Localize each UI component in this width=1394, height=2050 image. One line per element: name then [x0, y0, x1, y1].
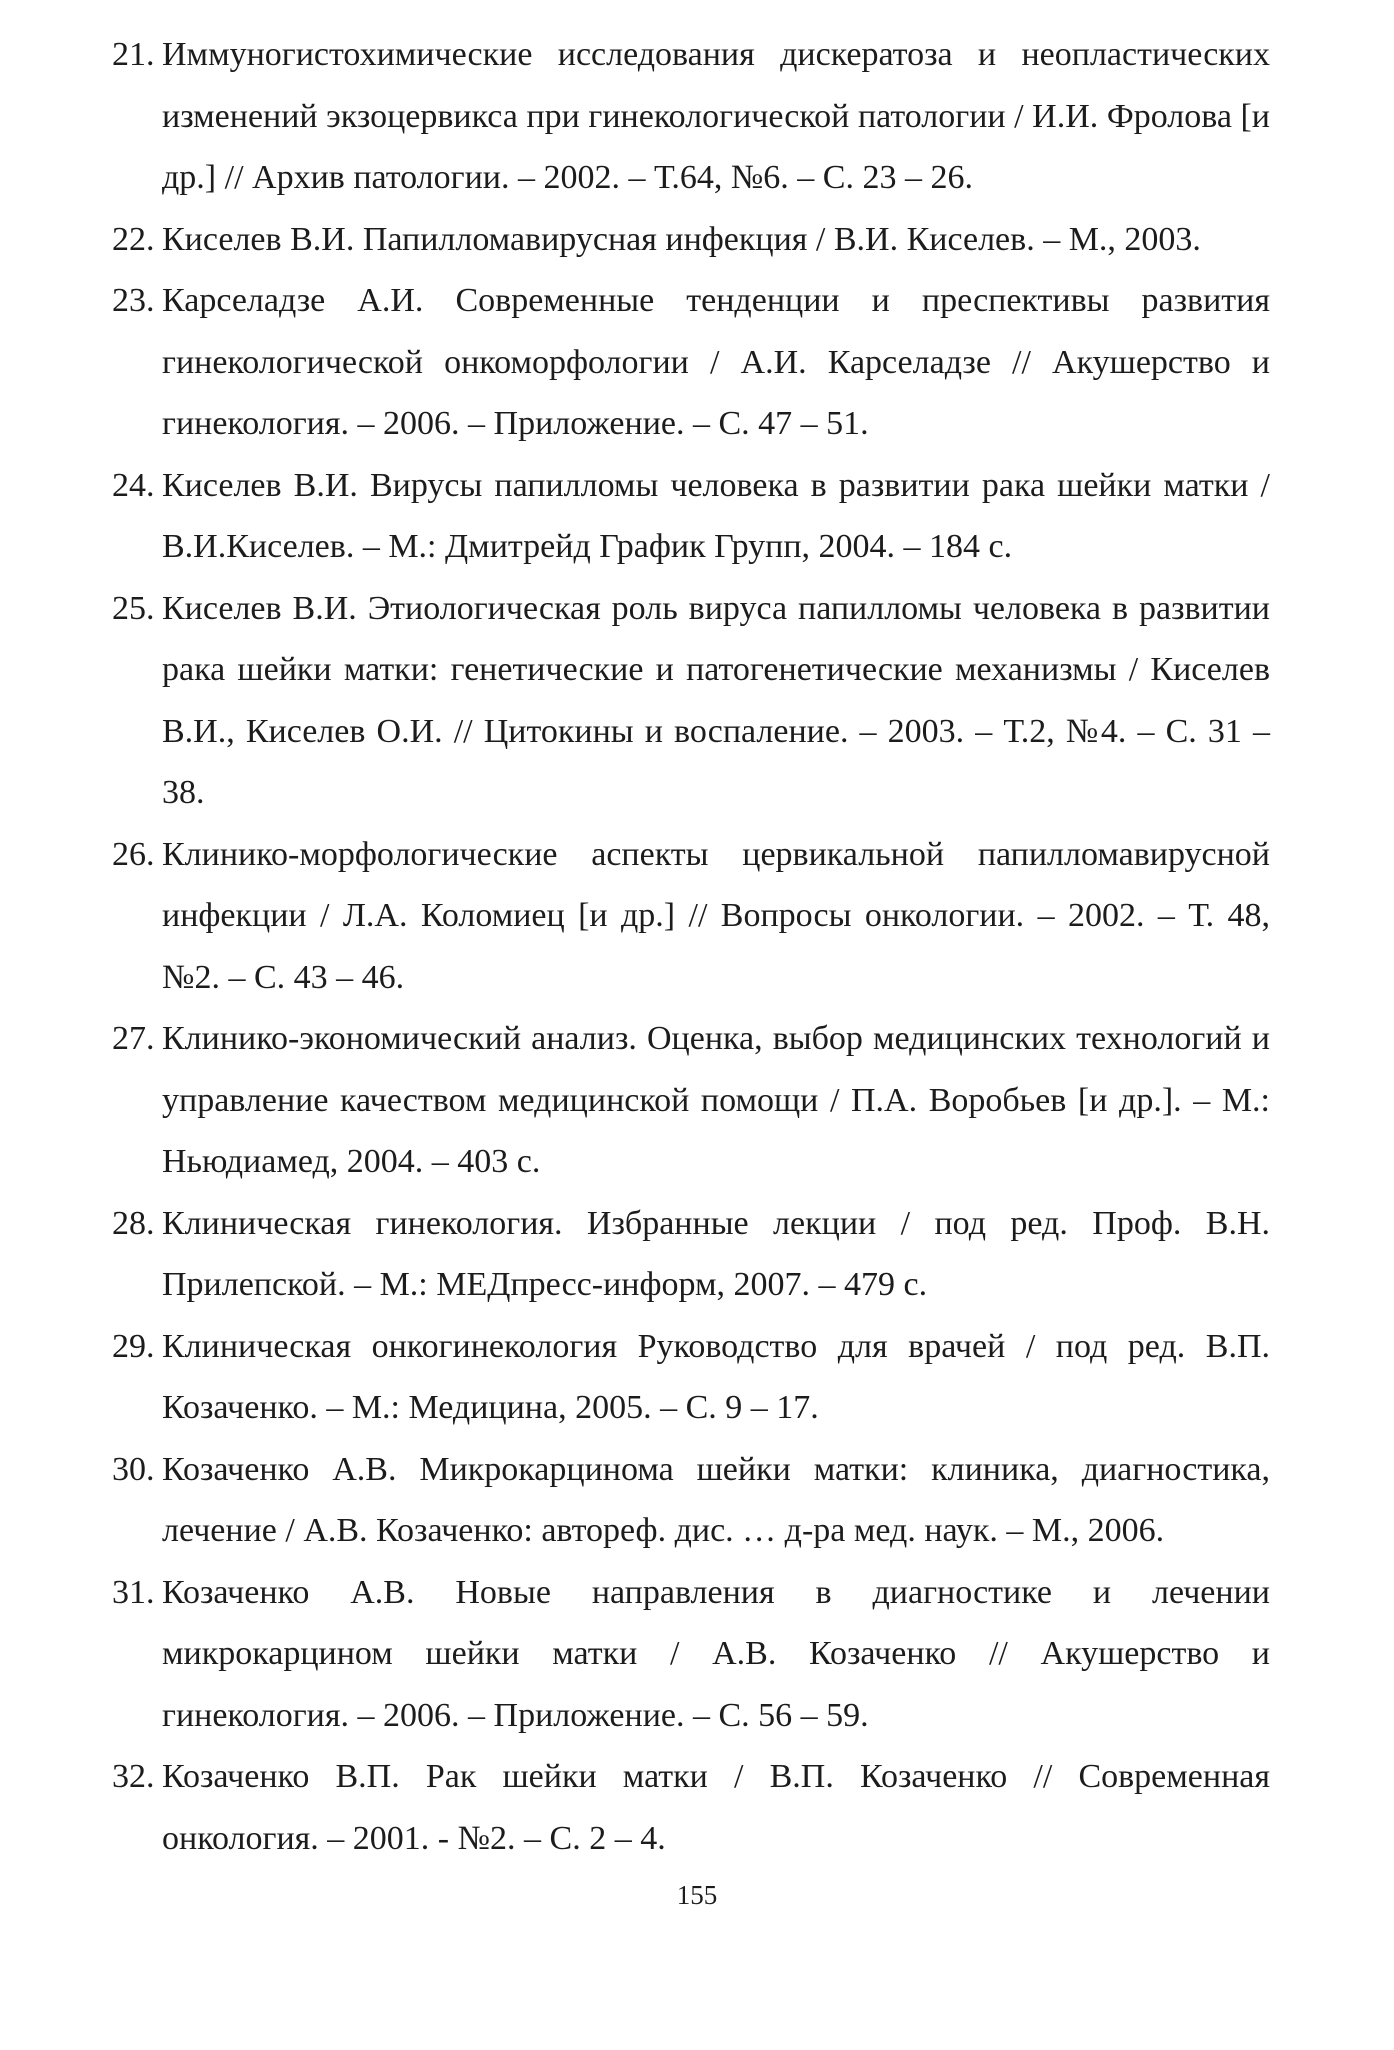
reference-item — [112, 1746, 1270, 1869]
reference-number: 28. — [112, 1204, 155, 1242]
reference-list — [112, 24, 1270, 1869]
reference-item — [112, 24, 1270, 209]
reference-item — [112, 455, 1270, 578]
reference-item — [112, 209, 1270, 271]
reference-item — [112, 1439, 1270, 1562]
reference-item — [112, 1316, 1270, 1439]
reference-text: Киселев В.И. Вирусы папилломы человека в развитии рака шейки матки / В.И.Киселев. – М.: Дмитрейд График Групп, 2004. – 184 с. — [162, 466, 1270, 565]
reference-text: Клиническая онкогинекология Руководство для врачей / под ред. В.П. Козаченко. – М.: Медицина, 2005. – С. 9 – 17. — [162, 1327, 1270, 1426]
reference-number: 30. — [112, 1450, 155, 1488]
reference-text: Карселадзе А.И. Современные тенденции и преспективы развития гинекологической онкоморфологии / А.И. Карселадзе // Акушерство и гинекология. – 2006. – Приложение. – С. 47 – 51. — [162, 282, 1270, 442]
reference-text: Киселев В.И. Этиологическая роль вируса папилломы человека в развитии рака шейки матки: генетические и патогенетические механизмы / Киселев В.И., Киселев О.И. // Цитокины и воспаление. – 2003. – Т.2, №4. – С. 31 – 38. — [162, 589, 1270, 811]
reference-text: Козаченко В.П. Рак шейки матки / В.П. Козаченко // Современная онкология. – 2001. - №2. – С. 2 – 4. — [162, 1758, 1270, 1857]
reference-text: Козаченко А.В. Микрокарцинома шейки матки: клиника, диагностика, лечение / А.В. Козаченко: автореф. дис. … д-ра мед. наук. – М., 2006. — [162, 1450, 1270, 1549]
reference-number: 32. — [112, 1758, 155, 1795]
reference-number: 27. — [112, 1020, 155, 1057]
reference-number: 26. — [112, 835, 155, 873]
reference-number: 23. — [112, 282, 155, 319]
reference-number: 21. — [112, 36, 155, 73]
reference-text: Клиническая гинекология. Избранные лекции / под ред. Проф. В.Н. Прилепской. – М.: МЕДпресс-информ, 2007. – 479 с. — [162, 1204, 1270, 1303]
reference-text: Клинико-экономический анализ. Оценка, выбор медицинских технологий и управление качеством медицинской помощи / П.А. Воробьев [и др.]. – М.: Ньюдиамед, 2004. – 403 с. — [162, 1020, 1270, 1180]
reference-text: Клинико-морфологические аспекты цервикальной папилломавирусной инфекции / Л.А. Коломиец [и др.] // Вопросы онкологии. – 2002. – Т. 48, №2. – С. 43 – 46. — [162, 835, 1270, 996]
reference-item — [112, 270, 1270, 455]
reference-item — [112, 1008, 1270, 1193]
reference-number: 22. — [112, 220, 155, 258]
reference-number: 25. — [112, 589, 155, 627]
reference-text: Иммуногистохимические исследования дискератоза и неопластических изменений экзоцервикса при гинекологической патологии / И.И. Фролова [и др.] // Архив патологии. – 2002. – Т.64, №6. – С. 23 – 26. — [162, 36, 1270, 196]
page-number: 155 — [676, 1880, 718, 1910]
reference-number: 31. — [112, 1573, 155, 1611]
reference-text: Козаченко А.В. Новые направления в диагностике и лечении микрокарцином шейки матки / А.В. Козаченко // Акушерство и гинекология. – 2006. – Приложение. – С. 56 – 59. — [162, 1573, 1270, 1734]
reference-item — [112, 578, 1270, 824]
reference-item — [112, 824, 1270, 1009]
reference-text: Киселев В.И. Папилломавирусная инфекция / В.И. Киселев. – М., 2003. — [162, 220, 1201, 258]
reference-item — [112, 1193, 1270, 1316]
reference-number: 29. — [112, 1327, 155, 1365]
reference-item — [112, 1562, 1270, 1747]
reference-number: 24. — [112, 466, 155, 504]
